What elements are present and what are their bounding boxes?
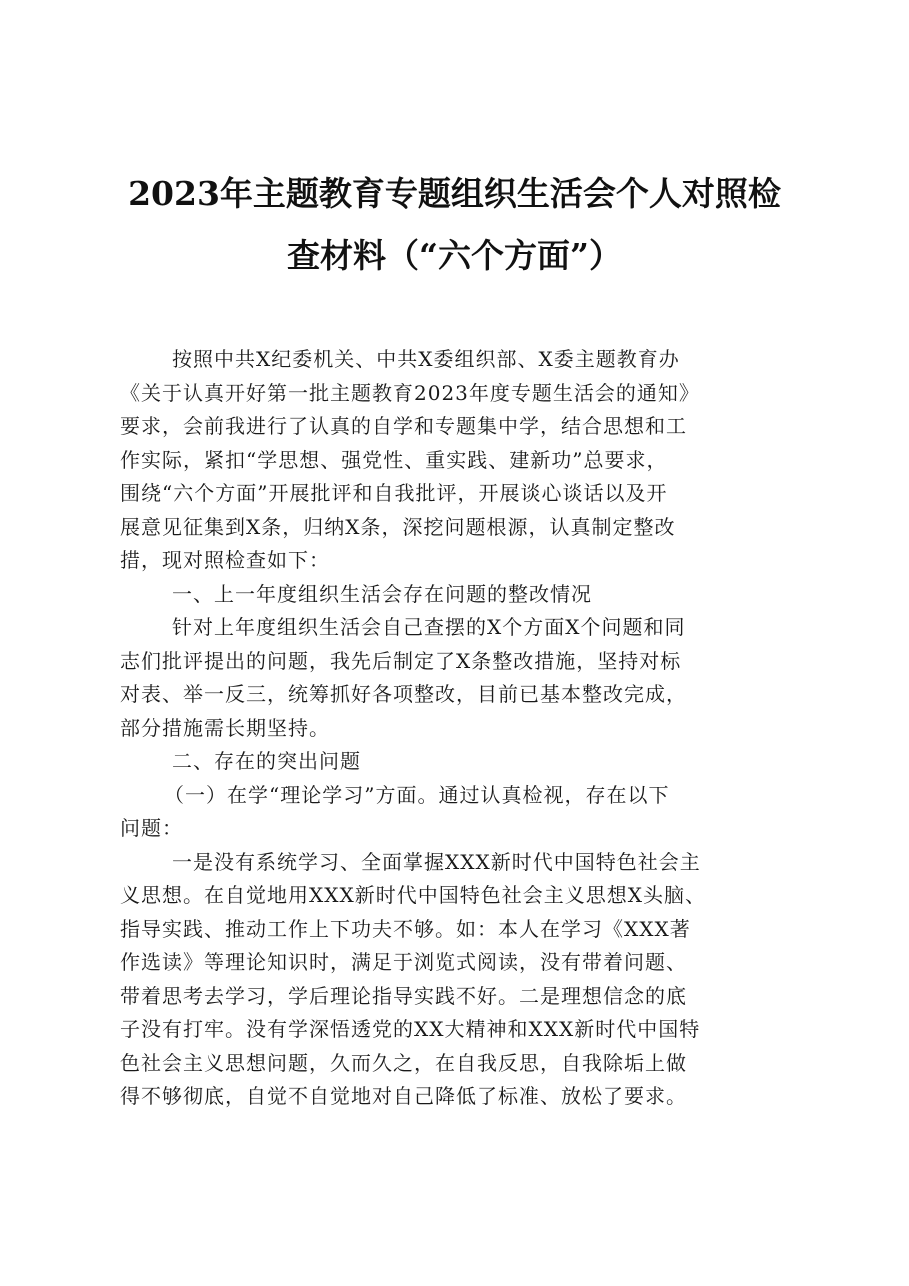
paragraph-line: 要求，会前我进行了认真的自学和专题集中学，结合思想和工 xyxy=(120,414,687,438)
document-title-line-1: 2023年主题教育专题组织生活会个人对照检 xyxy=(128,174,781,213)
paragraph-line: 对表、举一反三，统筹抓好各项整改，目前已基本整改完成， xyxy=(120,682,687,706)
paragraph-line: 志们批评提出的问题，我先后制定了X条整改措施，坚持对标 xyxy=(120,648,682,673)
paragraph-line: 子没有打牢。没有学深悟透党的XX大精神和XXX新时代中国特 xyxy=(120,1017,701,1041)
paragraph-line: 得不够彻底，自觉不自觉地对自己降低了标准、放松了要求。 xyxy=(120,1084,687,1108)
paragraph-line: 围绕“六个方面”开展批评和自我批评，开展谈心谈话以及开 xyxy=(120,481,668,505)
paragraph-line: 针对上年度组织生活会自己查摆的X个方面X个问题和同 xyxy=(172,615,686,639)
section-heading: 一、上一年度组织生活会存在问题的整改情况 xyxy=(172,581,592,606)
subsection-heading: （一）在学“理论学习”方面。通过认真检视，存在以下 xyxy=(164,782,670,807)
paragraph-line: 按照中共X纪委机关、中共X委组织部、X委主题教育办 xyxy=(172,347,680,371)
paragraph-line: 部分措施需长期坚持。 xyxy=(120,715,330,740)
paragraph-line: 展意见征集到X条，归纳X条，深挖问题根源，认真制定整改 xyxy=(120,514,676,539)
paragraph-line: 指导实践、推动工作上下功夫不够。如：本人在学习《XXX著 xyxy=(120,916,691,941)
paragraph-line: 问题： xyxy=(120,816,183,840)
paragraph-line: 措，现对照检查如下： xyxy=(120,548,330,572)
paragraph-line: 作选读》等理论知识时，满足于浏览式阅读，没有带着问题、 xyxy=(120,950,687,974)
paragraph-line: 一是没有系统学习、全面掌握XXX新时代中国特色社会主 xyxy=(172,849,701,874)
paragraph-line: 带着思考去学习，学后理论指导实践不好。二是理想信念的底 xyxy=(120,983,687,1008)
paragraph-line: 义思想。在自觉地用XXX新时代中国特色社会主义思想X头脑、 xyxy=(120,883,706,907)
document-body xyxy=(120,343,810,1114)
section-heading: 二、存在的突出问题 xyxy=(172,749,361,773)
paragraph-line: 《关于认真开好第一批主题教育2023年度专题生活会的通知》 xyxy=(120,380,700,405)
paragraph-line: 作实际，紧扣“学思想、强党性、重实践、建新功”总要求， xyxy=(120,447,668,472)
paragraph-line: 色社会主义思想问题，久而久之，在自我反思，自我除垢上做 xyxy=(120,1050,687,1075)
document-title-line-2: 查材料（“六个方面”） xyxy=(287,236,622,275)
